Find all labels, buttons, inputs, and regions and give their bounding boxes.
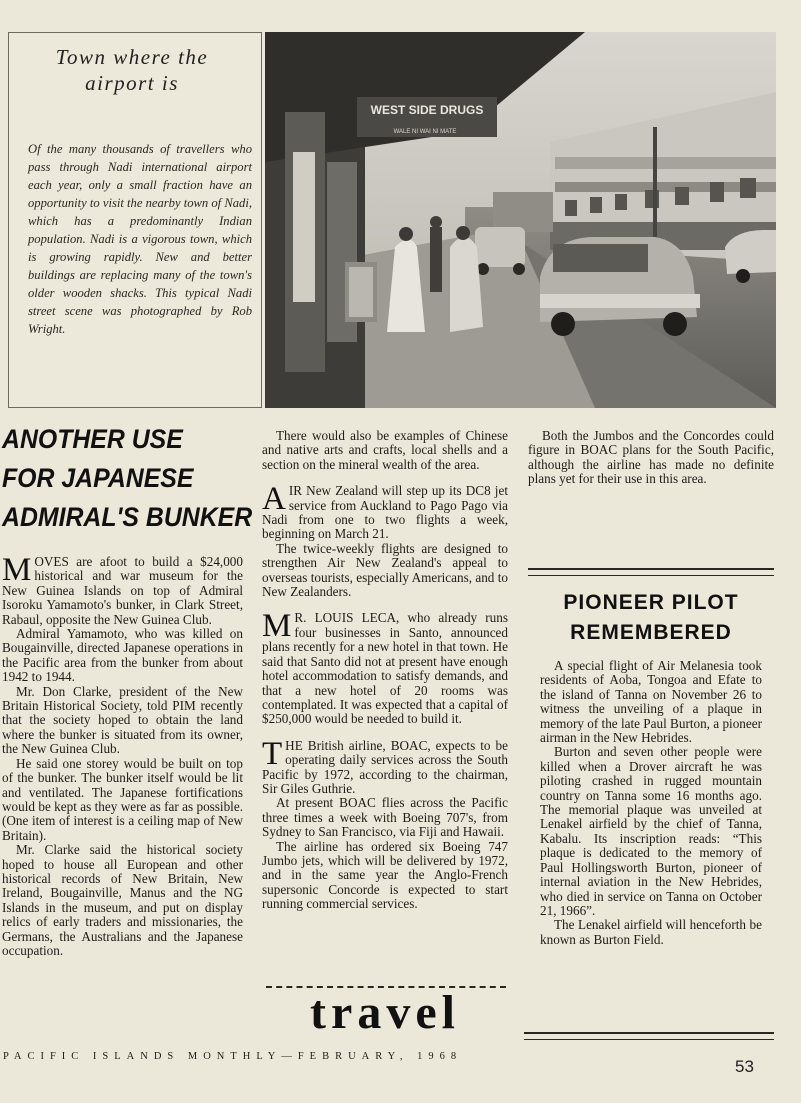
drugstore-sign-sub: WALE NI WAI NI MATE <box>393 129 457 135</box>
air-nz-paragraph-1-text: IR New Zealand will step up its DC8 jet service from Auckland to Pago Pago via Nadi from one to two flights a week, beginning on March 21. <box>262 483 508 542</box>
caption-title <box>20 44 244 96</box>
bunker-paragraph-3: Mr. Don Clarke, president of the New Britain Historical Society, told PIM recently that the society hoped to obtain the land where the bunker is situated from its owner, the New Guinea Club. <box>2 683 243 757</box>
air-nz-paragraph-2: The twice-weekly flights are designed to strengthen Air New Zealand's appeal to overseas tourists, especially Americans, and to New Zealanders. <box>262 540 508 600</box>
boac-paragraph-1 <box>262 735 508 797</box>
street-scene-photo <box>265 32 776 408</box>
pioneer-title-line-1: PIONEER PILOT <box>563 591 739 614</box>
pioneer-paragraph-3: The Lenakel airfield will henceforth be known as Burton Field. <box>540 917 762 947</box>
bunker-paragraph-1 <box>2 552 243 627</box>
bunker-paragraph-1-text: OVES are afoot to build a $24,000 historical and war museum for the New Guinea Islands on top of Admiral Isoroku Yamamoto's bunker, in Clark Street, Rabaul, opposite the New Guinea Club. <box>2 554 243 627</box>
section-label-travel: travel <box>310 986 460 1039</box>
headline-line-3: ADMIRAL'S BUNKER <box>2 502 253 532</box>
street-photo-graphic <box>265 32 776 408</box>
pioneer-paragraph-1: A special flight of Air Melanesia took residents of Aoba, Tongoa and Efate to the island of Tanna on November 26 to witness the unveiling of a plaque in memory of the late Paul Burton, a pioneer airman in the New Hebrides. <box>540 658 762 746</box>
pioneer-paragraph-2: Burton and seven other people were killed when a Drover aircraft he was piloting crashed in rugged mountain country on Tanna some 16 months ago. The memorial plaque was unveiled at Lenakel airfield by the chief of Tanna, Kabalu. Its inscription reads: “This plaque is dedicated to the memory of Paul Hollingsworth Burton, pioneer of internal aviation in the New Hebrides, who died in service on Tanna on October 21, 1966”. <box>540 744 762 918</box>
magazine-footer: PACIFIC ISLANDS MONTHLY—FEBRUARY, 1968 <box>3 1051 463 1062</box>
pioneer-title-line-2: REMEMBERED <box>570 621 732 644</box>
column-2 <box>262 429 508 912</box>
dropcap: T <box>262 735 283 772</box>
headline-line-1: ANOTHER USE <box>2 424 183 454</box>
boac-paragraph-4: Both the Jumbos and the Concordes could figure in BOAC plans for the South Pacific, although the airline has made no definite plans yet for their use in this area. <box>528 428 774 487</box>
column-1 <box>2 552 243 958</box>
bunker-paragraph-2: Admiral Yamamoto, who was killed on Bougainville, directed Japanese operations in the Pacific area from the bunker from about 1942 to 1944. <box>2 626 243 685</box>
caption-title-line-2: airport is <box>85 71 179 95</box>
page-number: 53 <box>735 1057 754 1076</box>
leca-paragraph-1-text: R. LOUIS LECA, who already runs four businesses in Santo, announced plans recently for a new hotel in that town. He said that Santo did not at present have enough hotel accommodation to satisfy demands, and that a new hotel of 20 rooms was contemplated. It was expected that a capital of $250,000 would be needed to build it. <box>262 610 508 727</box>
caption-text: Of the many thousands of travellers who pass through Nadi international airport each year, only a small fraction have an opportunity to visit the nearby town of Nadi, which has a predominantly Indian population. Nadi is a vigorous town, which is growing rapidly. New and better buildings are replacing many of the town's older wooden shacks. This typical Nadi street scene was photographed by Rob Wright. <box>28 142 252 336</box>
bunker-paragraph-4: He said one storey would be built on top of the bunker. The bunker itself would be lit and ventilated. The Japanese fortifications would be kept as they were as far as possible. (One item of interest is a ceiling map of New Britain). <box>2 755 243 843</box>
boac-paragraph-2: At present BOAC flies across the Pacific three times a week with Boeing 707's, from Sydney to San Francisco, via Fiji and Hawaii. <box>262 795 508 840</box>
dropcap: M <box>262 608 292 645</box>
section-divider <box>528 568 774 576</box>
caption-title-line-1: Town where the <box>55 45 209 69</box>
bottom-divider <box>524 1032 774 1040</box>
column-4 <box>540 659 762 947</box>
air-nz-paragraph-1 <box>262 481 508 542</box>
column-3 <box>528 429 774 487</box>
boac-paragraph-1-text: HE British airline, BOAC, expects to be operating daily services across the South Pacific by 1972, according to the chairman, Sir Giles Guthrie. <box>262 737 508 796</box>
boac-paragraph-3: The airline has ordered six Boeing 747 Jumbo jets, which will be delivered by 1972, and in the same year the Anglo-French supersonic Concorde is expected to start running commercial services. <box>262 838 508 912</box>
bunker-paragraph-5: Mr. Clarke said the historical society hoped to house all European and other historical records of New Britain, New Ireland, Bougainville, Manus and the NG Islands in the museum, and put on display relics of early traders and missionaries, the Germans, the Australians and the Japanese occupation. <box>2 842 243 958</box>
dropcap: A <box>262 481 286 518</box>
article-headline <box>2 420 253 537</box>
leca-paragraph-1 <box>262 608 508 727</box>
headline-line-2: FOR JAPANESE <box>2 463 194 493</box>
drugstore-sign: WEST SIDE DRUGS <box>370 103 484 117</box>
bunker-paragraph-6: There would also be examples of Chinese and native arts and crafts, local shells and a section on the mineral wealth of the area. <box>262 428 508 472</box>
pioneer-pilot-title <box>528 588 774 648</box>
dropcap: M <box>2 552 32 588</box>
